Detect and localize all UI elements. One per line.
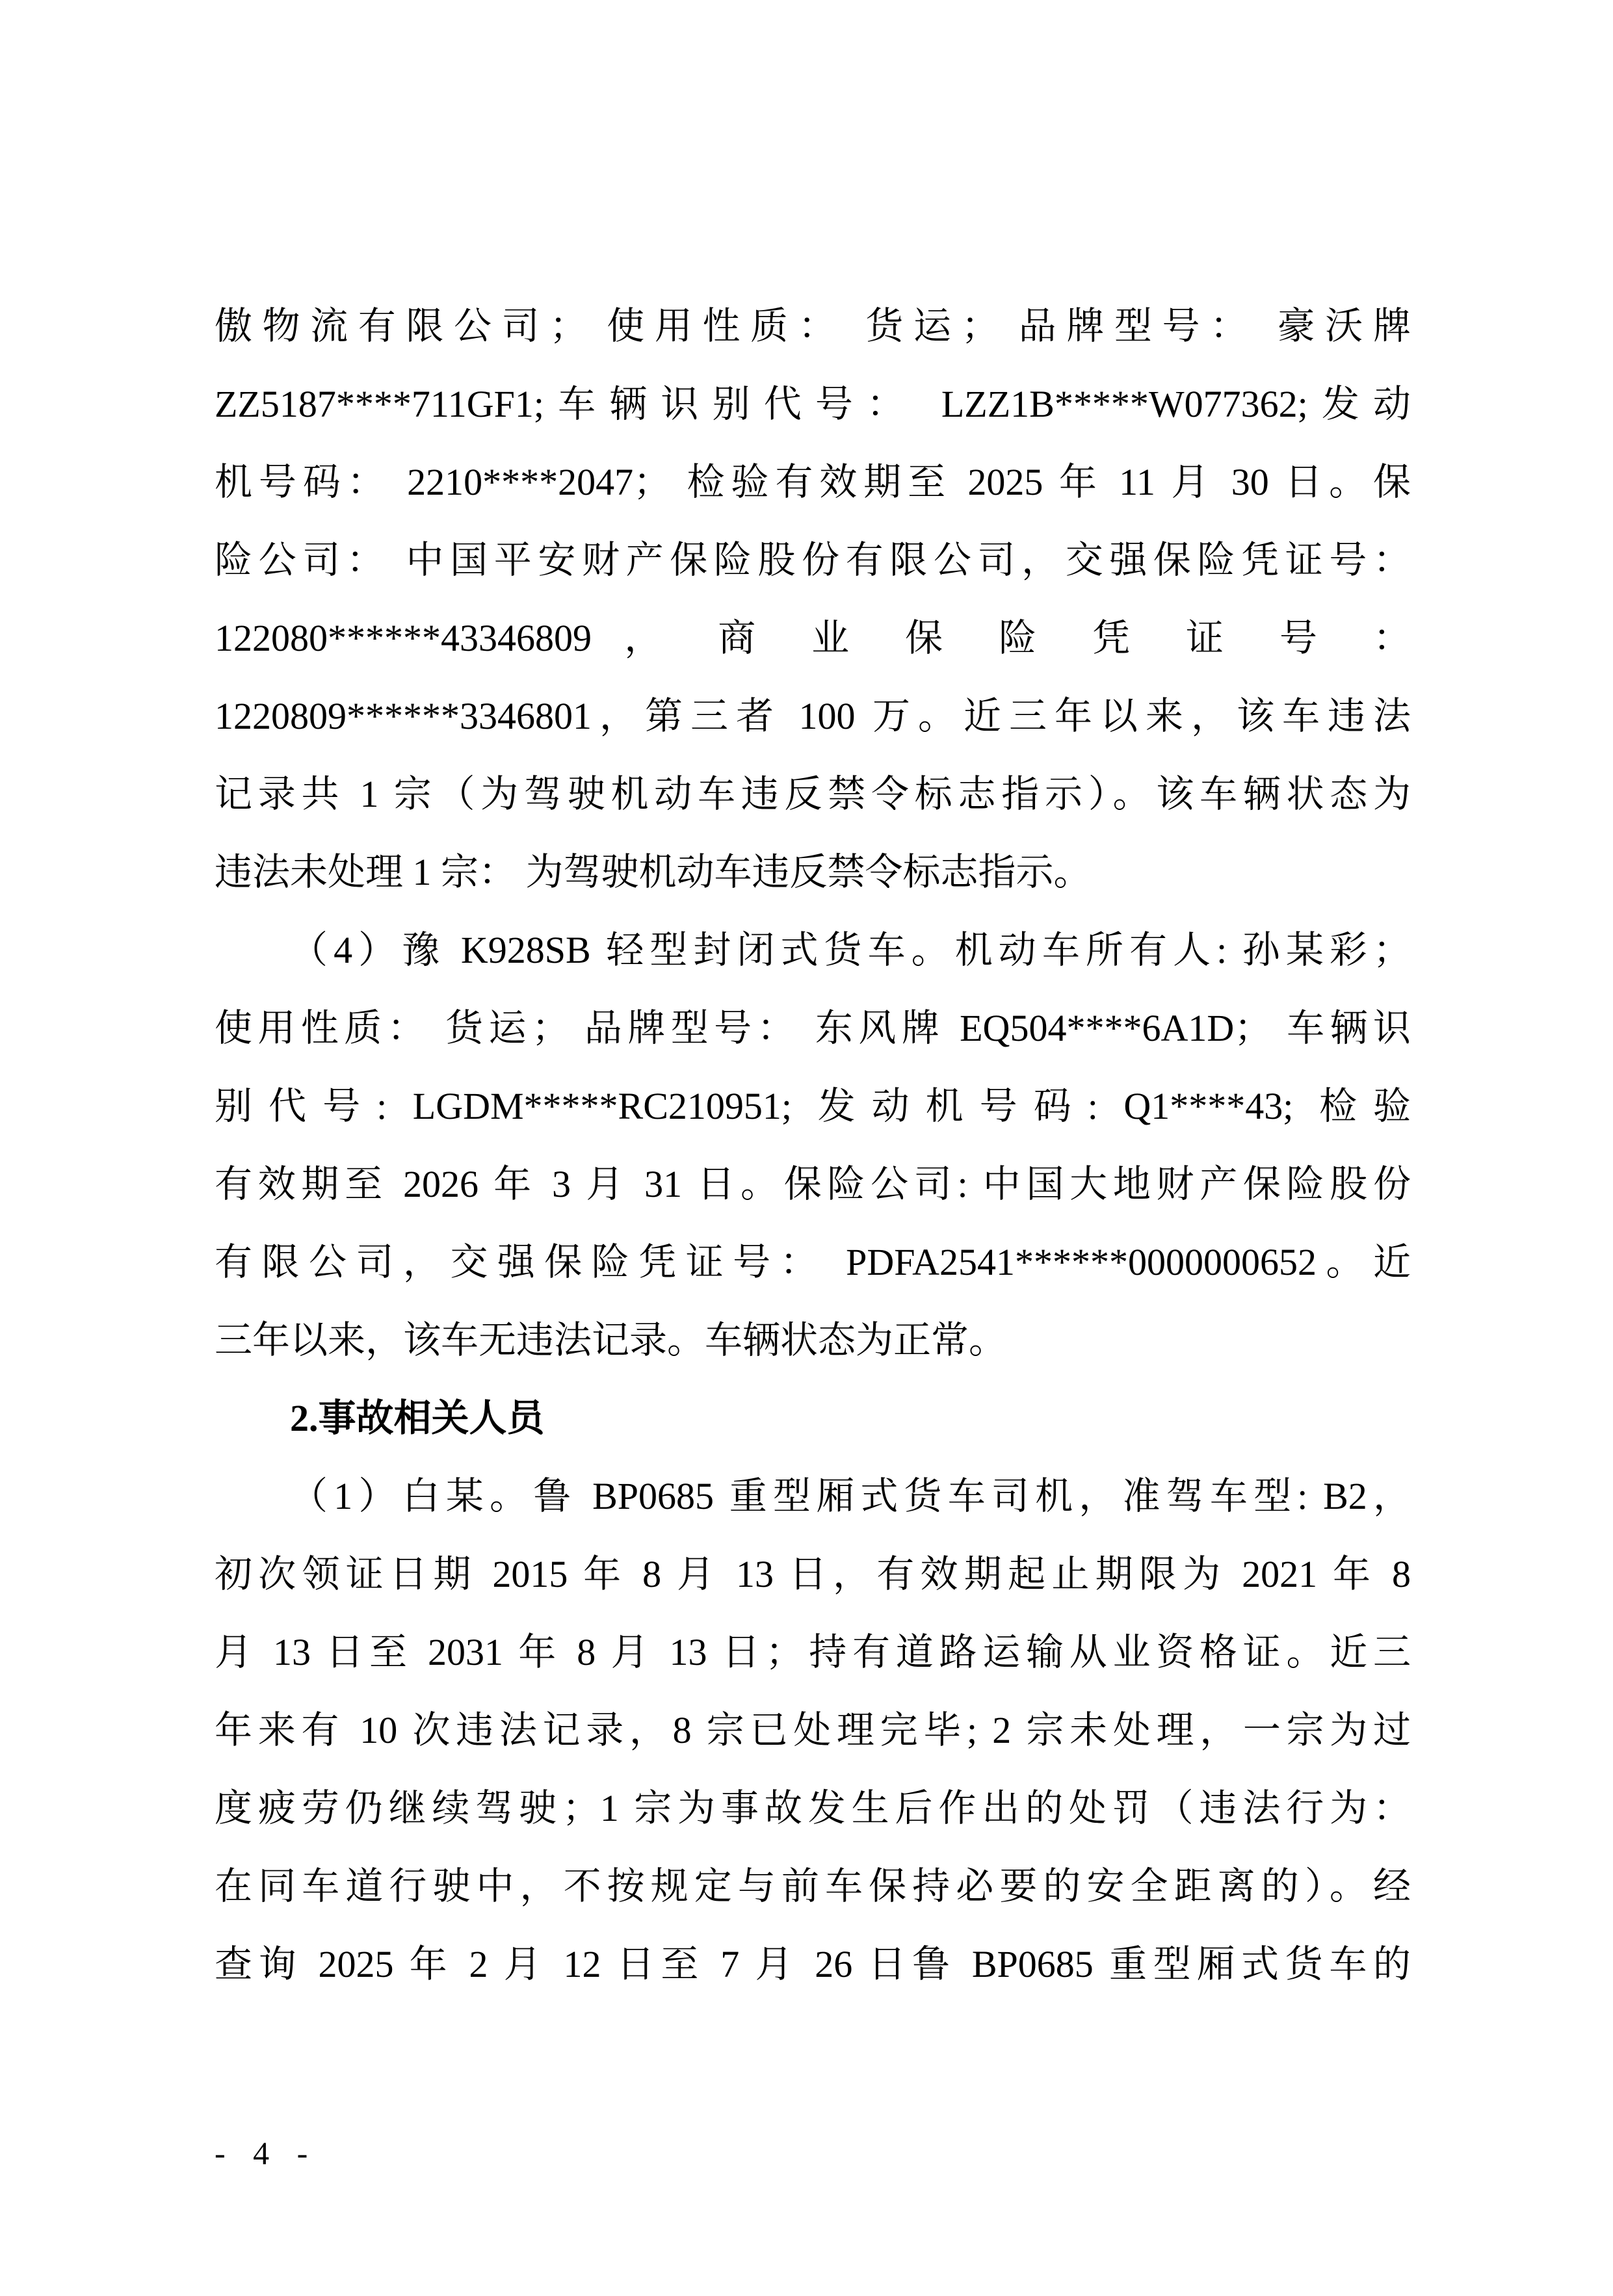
text-line-10: 使用性质： 货运； 品牌型号： 东风牌 EQ504****6A1D； 车辆识 — [215, 1007, 1411, 1049]
text-line-15: 2.事故相关人员 — [290, 1397, 545, 1439]
text-line-17: 初次领证日期 2015 年 8 月 13 日，有效期起止期限为 2021 年 8 — [215, 1553, 1411, 1595]
text-line-12: 有效期至 2026 年 3 月 31 日。保险公司: 中国大地财产保险股份 — [215, 1163, 1411, 1205]
text-line-7: 记录共 1 宗（为驾驶机动车违反禁令标志指示）。该车辆状态为 — [215, 773, 1411, 815]
text-line-8: 违法未处理 1 宗： 为驾驶机动车违反禁令标志指示。 — [215, 851, 1092, 893]
text-line-3: 机号码： 2210****2047； 检验有效期至 2025 年 11 月 30 日。保 — [215, 461, 1411, 503]
text-line-13: 有限公司，交强保险凭证号： PDFA2541******0000000652。近 — [215, 1241, 1411, 1283]
text-line-18: 月 13 日至 2031 年 8 月 13 日；持有道路运输从业资格证。近三 — [215, 1631, 1411, 1673]
text-line-20: 度疲劳仍继续驾驶；1 宗为事故发生后作出的处罚（违法行为： — [215, 1787, 1411, 1829]
text-line-9: （4）豫 K928SB 轻型封闭式货车。机动车所有人: 孙某彩； — [290, 929, 1411, 971]
text-line-14: 三年以来，该车无违法记录。车辆状态为正常。 — [215, 1319, 1007, 1361]
text-line-16: （1）白某。鲁 BP0685 重型厢式货车司机，准驾车型: B2， — [290, 1475, 1411, 1517]
text-line-6: 1220809******3346801，第三者 100 万。近三年以来，该车违法 — [215, 695, 1411, 737]
document-body — [215, 287, 1411, 2003]
text-line-21: 在同车道行驶中，不按规定与前车保持必要的安全距离的）。经 — [215, 1865, 1411, 1907]
text-line-5: 122080******43346809 ， 商 业 保 险 凭 证 号 ： — [215, 617, 1411, 659]
text-line-4: 险公司： 中国平安财产保险股份有限公司，交强保险凭证号： — [215, 539, 1411, 581]
text-line-1: 傲物流有限公司； 使用性质： 货运； 品牌型号： 豪沃牌 — [215, 305, 1411, 347]
page-number: - 4 - — [215, 2135, 308, 2171]
text-line-19: 年来有 10 次违法记录，8 宗已处理完毕; 2 宗未处理，一宗为过 — [215, 1709, 1411, 1751]
text-line-11: 别代号: LGDM*****RC210951; 发动机号码: Q1****43; 检验 — [215, 1085, 1411, 1127]
text-line-2: ZZ5187****711GF1;车辆识别代号： LZZ1B*****W077362;发动 — [215, 383, 1411, 425]
text-line-22: 查询 2025 年 2 月 12 日至 7 月 26 日鲁 BP0685 重型厢式货车的 — [215, 1943, 1411, 1985]
